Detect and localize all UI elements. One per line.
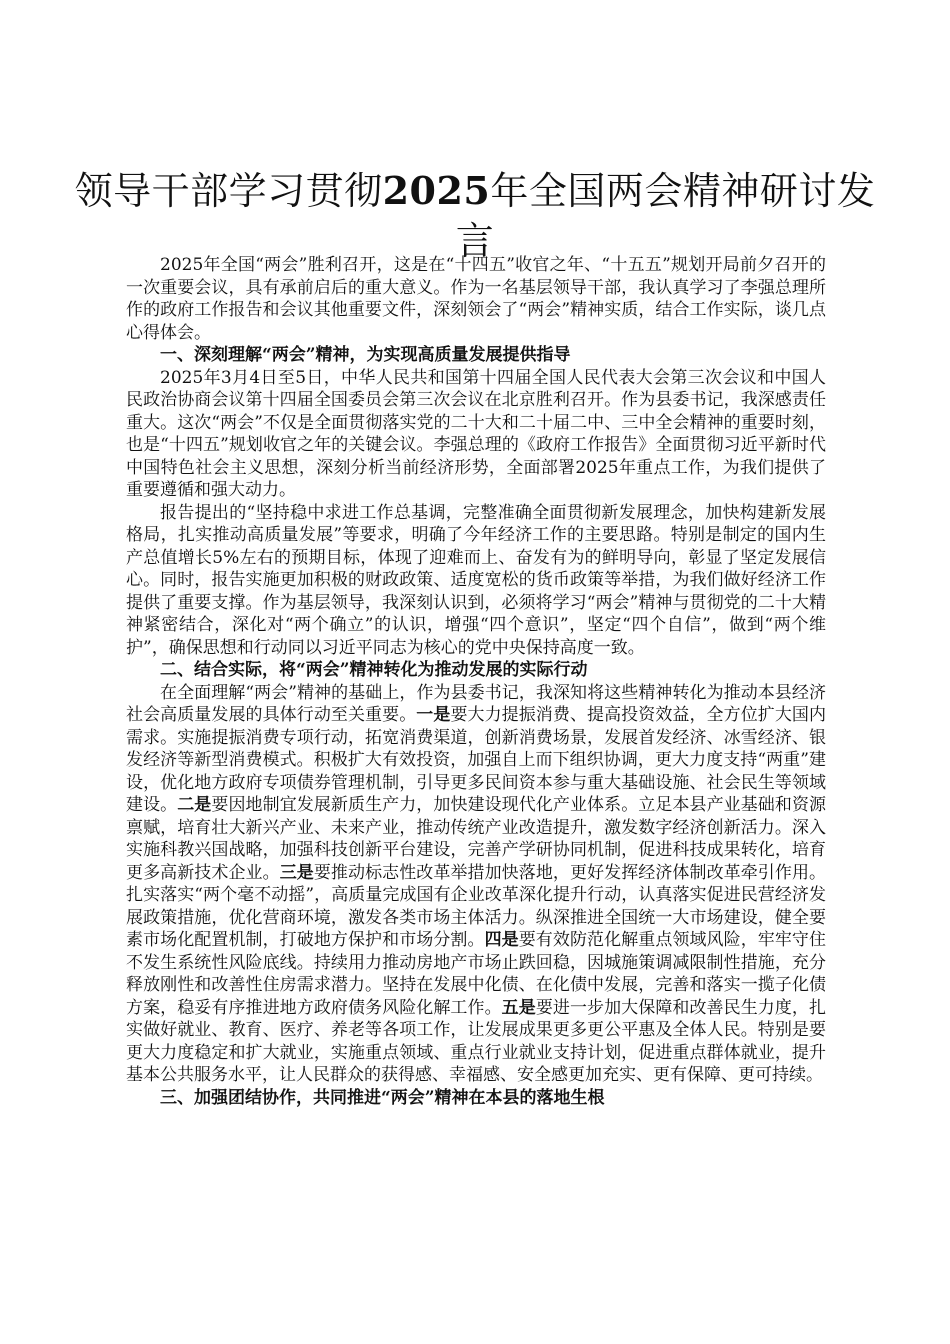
section1-heading: 一、深刻理解“两会”精神，为实现高质量发展提供指导 <box>160 345 571 365</box>
section2-text-5: 要有效防范化解重点领域风险，牢牢守住不发生系统性风险底线。持续用力推动房地产市场止跌回稳，因城施策调减限制性措施，充分释放刚性和改善性住房需求潜力。坚持在发展中化债、在化债中发展，完善和落实一揽子化债方案，稳妥有序推进地方政府债务风险化解工作。 <box>126 930 827 1018</box>
section2-text-1: 在全面理解“两会”精神的基础上，作为县委书记，我深知将这些精神转化为推动本县经济社会高质量发展的具体行动至关重要。 <box>126 682 826 725</box>
title-year: 2025 <box>382 168 491 213</box>
section1-paragraph-2: 报告提出的“坚持稳中求进工作总基调，完整准确全面贯彻新发展理念，加快构建新发展格局，扎实推动高质量发展”等要求，明确了今年经济工作的主要思路。特别是制定的国内生产总值增长5%左右的预期目标，体现了迎难而上、奋发有为的鲜明导向，彰显了坚定发展信心。同时，报告实施更加积极的财政政策、适度宽松的货币政策等举措，为我们做好经济工作提供了重要支撑。作为基层领导，我深刻认识到，必须将学习“两会”精神与贯彻党的二十大精神紧密结合，深化对“两个确立”的认识，增强“四个意识”，坚定“四个自信”，做到“两个维护”，确保思想和行动同以习近平同志为核心的党中央保持高度一致。 <box>126 502 826 658</box>
section2-text-6: 要进一步加大保障和改善民生力度，扎实做好就业、教育、医疗、养老等各项工作，让发展成果更多更公平惠及全体人民。特别是要更大力度稳定和扩大就业，实施重点领域、重点行业就业支持计划，促进重点群体就业，提升基本公共服务水平，让人民群众的获得感、幸福感、安全感更加充实、更有保障、更可持续。 <box>126 997 827 1085</box>
lead-3: 三是 <box>279 862 314 883</box>
section3-heading: 三、加强团结协作，共同推进“两会”精神在本县的落地生根 <box>160 1087 605 1108</box>
lead-1: 一是 <box>416 705 451 725</box>
section2-heading: 二、结合实际，将“两会”精神转化为推动发展的实际行动 <box>160 660 588 680</box>
section2-text-3: 要因地制宜发展新质生产力，加快建设现代化产业体系。立足本县产业基础和资源禀赋，培育壮大新兴产业、未来产业，推动传统产业改造提升，激发数字经济创新活力。深入实施科教兴国战略，加强科技创新平台建设，完善产学研协同机制，促进科技成果转化，培育更多高新技术企业。 <box>126 795 827 883</box>
title-part1: 领导干部学习贯彻 <box>74 169 383 213</box>
document-body <box>126 254 826 1109</box>
lead-2: 二是 <box>177 795 212 815</box>
section2-paragraph <box>126 682 826 1087</box>
document-title <box>60 166 890 266</box>
section1-paragraph-1: 2025年3月4日至5日，中华人民共和国第十四届全国人民代表大会第三次会议和中国人民政治协商会议第十四届全国委员会第三次会议在北京胜利召开。作为县委书记，我深感责任重大。这次“两会”不仅是全面贯彻落实党的二十大和二十届二中、三中全会精神的重要时刻，也是“十四五”规划收官之年的关键会议。李强总理的《政府工作报告》全面贯彻习近平新时代中国特色社会主义思想，深刻分析当前经济形势，全面部署2025年重点工作，为我们提供了重要遵循和强大动力。 <box>126 367 826 500</box>
title-part2: 年全国两会精神研讨发言 <box>455 169 876 263</box>
intro-paragraph: 2025年全国“两会”胜利召开，这是在“十四五”收官之年、“十五五”规划开局前夕召开的一次重要会议，具有承前启后的重大意义。作为一名基层领导干部，我认真学习了李强总理所作的政府工作报告和会议其他重要文件，深刻领会了“两会”精神实质，结合工作实际，谈几点心得体会。 <box>126 255 826 343</box>
lead-5: 五是 <box>501 997 536 1018</box>
section2-text-2: 要大力提振消费、提高投资效益，全方位扩大国内需求。实施提振消费专项行动，拓宽消费渠道，创新消费场景，发展首发经济、冰雪经济、银发经济等新型消费模式。积极扩大有效投资，加强自上而下组织协调，更大力度支持“两重”建设，优化地方政府专项债券管理机制，引导更多民间资本参与重大基础设施、社会民生等领域建设。 <box>126 705 827 815</box>
section2-text-4: 要推动标志性改革举措加快落地，更好发挥经济体制改革牵引作用。扎实落实“两个毫不动摇”，高质量完成国有企业改革深化提升行动，认真落实促进民营经济发展政策措施，优化营商环境，激发各类市场主体活力。纵深推进全国统一大市场建设，健全要素市场化配置机制，打破地方保护和市场分割。 <box>126 862 827 950</box>
lead-4: 四是 <box>484 930 519 950</box>
